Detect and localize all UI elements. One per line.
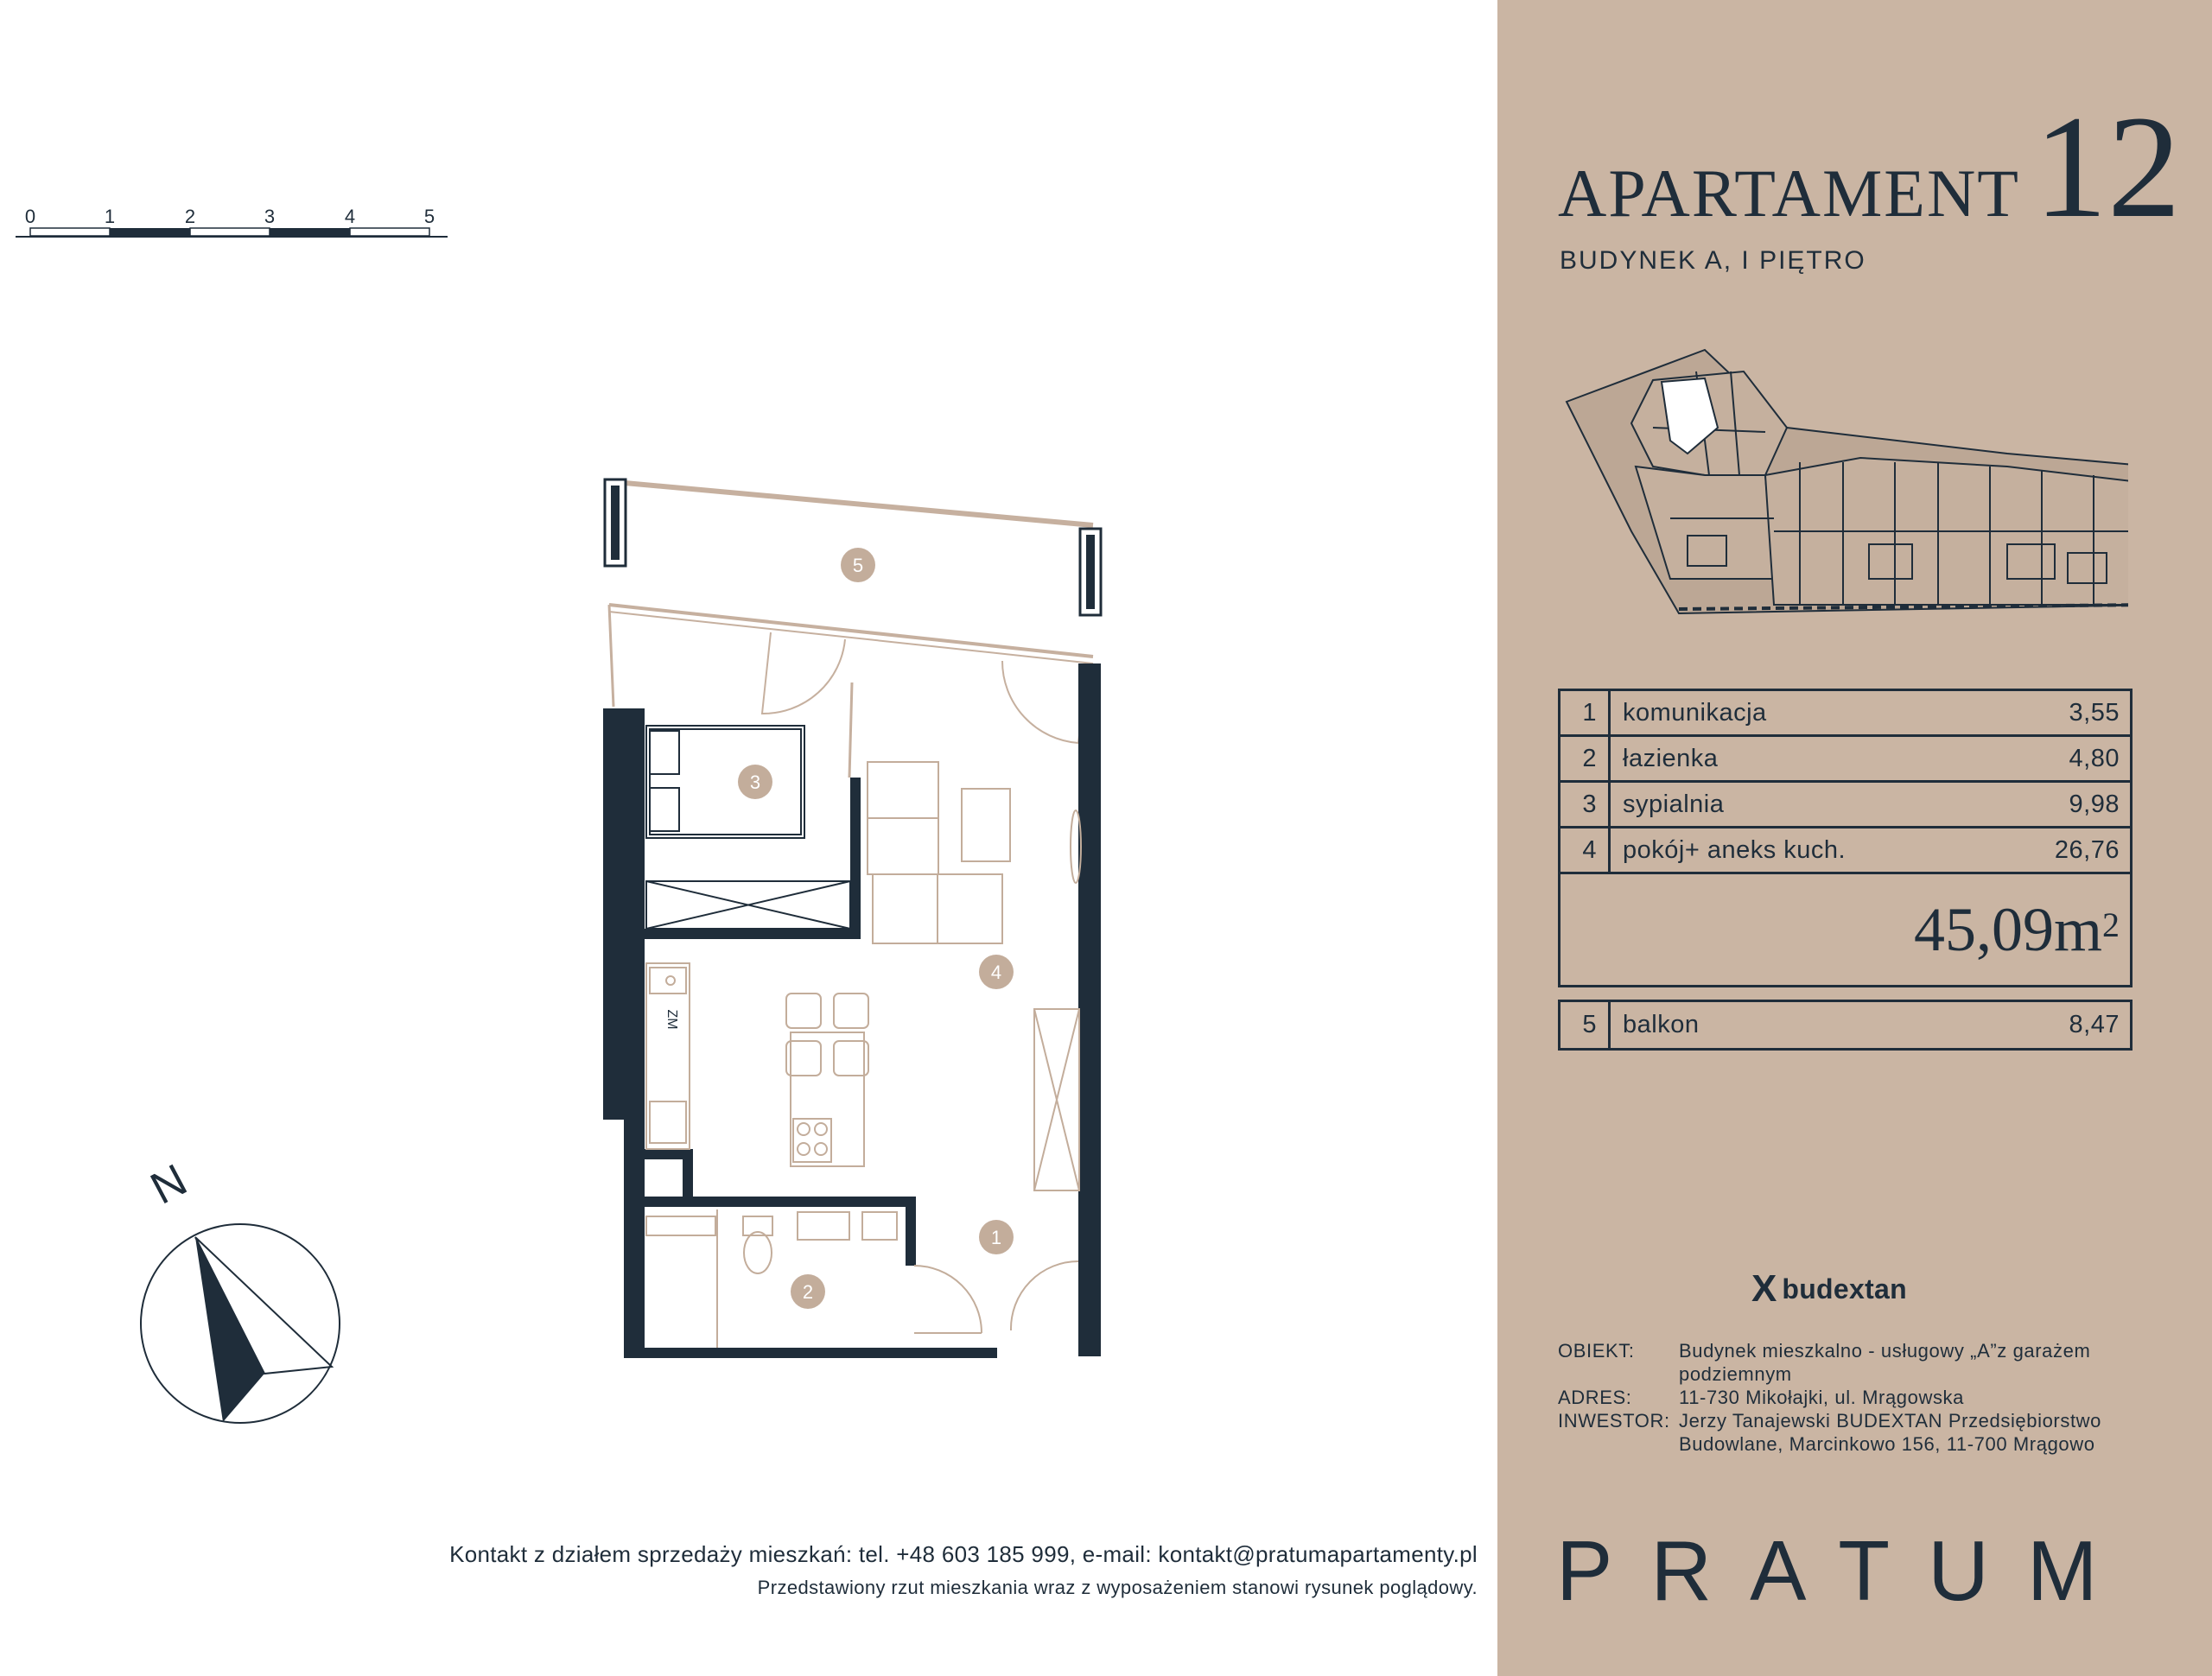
apartment-number: 12: [2033, 86, 2181, 248]
scale-label-3: 3: [264, 206, 276, 227]
scale-label-1: 1: [104, 206, 116, 227]
svg-text:1: 1: [990, 1227, 1002, 1248]
page-title: [1558, 86, 2181, 248]
total-area-unit: 2: [2102, 905, 2120, 944]
building-floor: BUDYNEK A, I PIĘTRO: [1560, 246, 1866, 275]
scale-label-0: 0: [24, 206, 36, 227]
table-row: 3 sypialnia 9,98: [1560, 783, 2130, 828]
svg-text:3: 3: [749, 771, 761, 793]
total-area-value: 45,09m: [1913, 894, 2102, 964]
balcony-row: [1558, 1000, 2133, 1051]
building-key-plan: [1558, 346, 2128, 631]
room-marker-2: [791, 1274, 825, 1309]
fridge-icon: [664, 1009, 679, 1029]
pratum-logo: PRATUM: [1556, 1523, 2136, 1618]
info-row-address: ADRES: 11-730 Mikołajki, ul. Mrągowska: [1558, 1387, 1964, 1408]
scale-bar: [16, 206, 448, 237]
scale-label-2: 2: [184, 206, 196, 227]
room-marker-4: [979, 955, 1014, 989]
svg-text:2: 2: [802, 1281, 814, 1303]
bedroom-furniture: [646, 726, 850, 929]
budextan-logo: [1751, 1267, 1907, 1310]
living-furniture: [868, 762, 1081, 1190]
disclaimer-note: Przedstawiony rzut mieszkania wraz z wyposażeniem stanowi rysunek poglądowy.: [757, 1577, 1478, 1598]
scale-label-4: 4: [344, 206, 356, 227]
room-marker-1: [979, 1220, 1014, 1254]
compass-north-label: N: [143, 1154, 195, 1215]
project-info: [1558, 1339, 2137, 1456]
total-area: [1560, 874, 2130, 985]
table-row: 2 łazienka 4,80: [1560, 737, 2130, 783]
room-marker-3: [738, 765, 772, 799]
svg-text:5: 5: [852, 555, 864, 576]
table-row: 4 pokój+ aneks kuch. 26,76: [1560, 828, 2130, 874]
info-row-object: OBIEKT: Budynek mieszkalno - usługowy „A”z garażem podziemnym: [1558, 1340, 2091, 1385]
info-panel: [1497, 0, 2212, 1676]
room-marker-5: [841, 548, 875, 582]
budextan-x-icon: X: [1751, 1267, 1777, 1310]
sales-contact: Kontakt z działem sprzedaży mieszkań: tel. +48 603 185 999, e-mail: kontakt@pratumapartamenty.pl: [449, 1541, 1478, 1567]
svg-text:ZM: ZM: [664, 1009, 679, 1030]
scale-label-5: 5: [423, 206, 435, 227]
budextan-name: budextan: [1782, 1273, 1907, 1305]
table-row: 1 komunikacja 3,55: [1560, 691, 2130, 737]
table-row: 5 balkon 8,47: [1560, 1002, 2130, 1048]
info-row-investor: INWESTOR: Jerzy Tanajewski BUDEXTAN Przedsiębiorstwo Budowlane, Marcinkowo 156, 11-700 Mrągowo: [1558, 1410, 2101, 1455]
compass-icon: [141, 1155, 340, 1423]
kitchen-furniture: [646, 963, 868, 1166]
bathroom-fixtures: [646, 1209, 1078, 1348]
svg-text:4: 4: [990, 962, 1002, 983]
room-table: [1558, 689, 2133, 987]
apartment-title-word: APARTAMENT: [1558, 156, 2020, 231]
